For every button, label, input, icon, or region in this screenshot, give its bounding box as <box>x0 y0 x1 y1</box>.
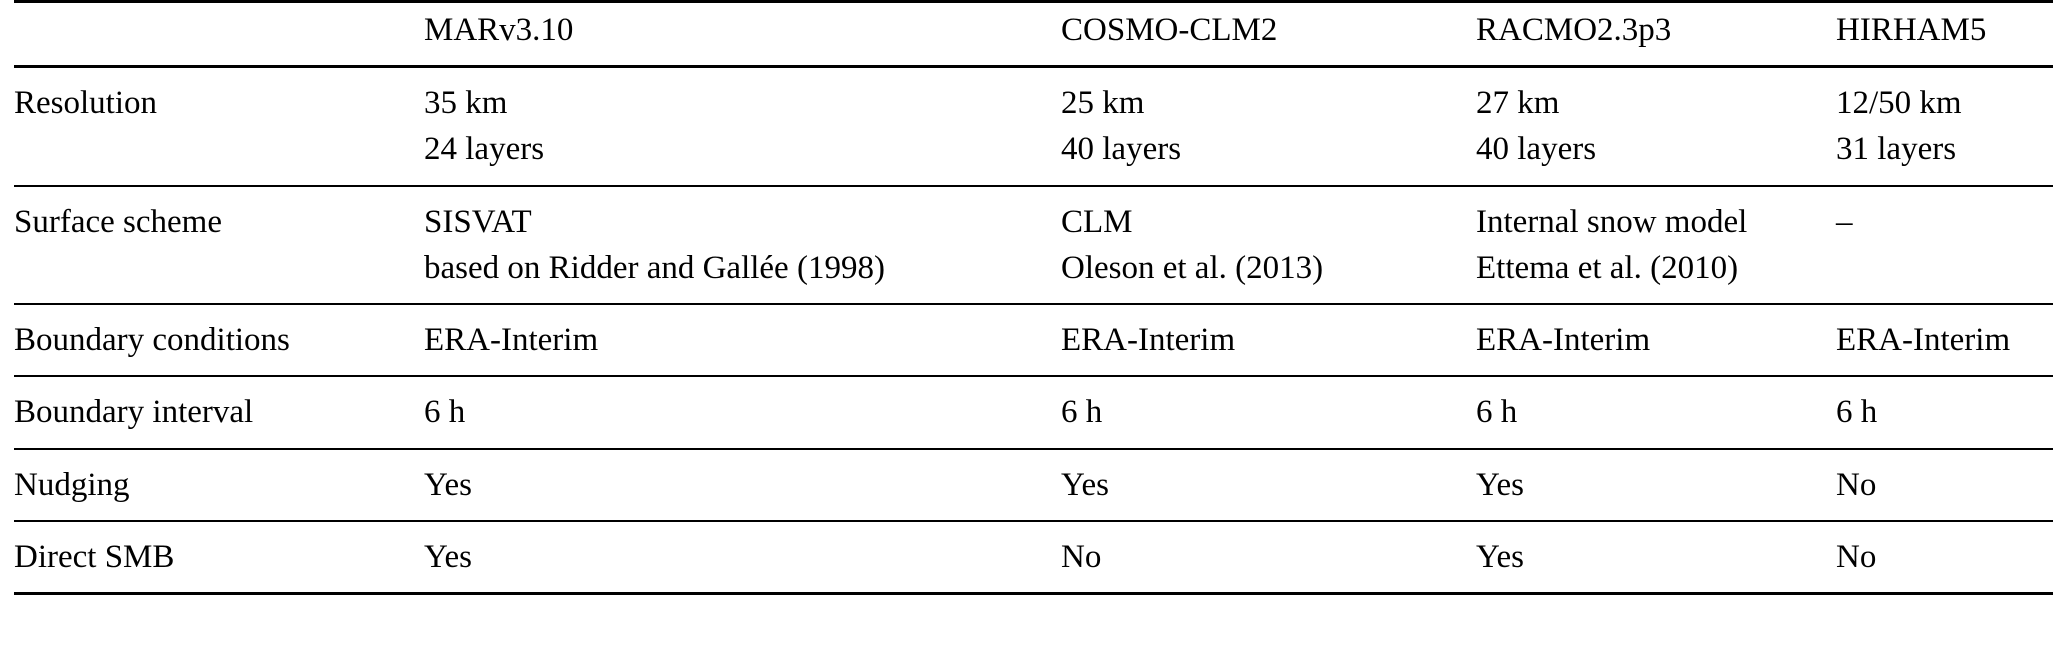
table-row <box>14 521 2053 594</box>
cell-line: 27 km <box>1476 85 1560 122</box>
cell-cosmo <box>1061 186 1476 304</box>
table-row <box>14 67 2053 186</box>
row-label <box>14 304 424 376</box>
row-label-text: Surface scheme <box>14 203 222 240</box>
row-label <box>14 449 424 521</box>
header-row <box>14 2 2053 67</box>
cell-line: Oleson et al. (2013) <box>1061 249 1324 286</box>
cell-line: ERA-Interim <box>424 322 599 359</box>
cell-line: Yes <box>424 466 473 503</box>
cell-line: ERA-Interim <box>1836 322 2011 359</box>
cell-cosmo <box>1061 521 1476 594</box>
row-label-text: Resolution <box>14 85 158 122</box>
cell-line: No <box>1836 466 1877 503</box>
row-label <box>14 521 424 594</box>
cell-line: 40 layers <box>1476 131 1597 168</box>
cell-mar <box>424 67 1061 186</box>
row-label-text: Boundary interval <box>14 394 254 431</box>
cell-line: Yes <box>1061 466 1110 503</box>
cell-line: Yes <box>1476 538 1525 575</box>
column-header-cosmo: COSMO-CLM2 <box>1061 2 1476 67</box>
row-label <box>14 186 424 304</box>
cell-mar <box>424 186 1061 304</box>
cell-cosmo <box>1061 304 1476 376</box>
table-header <box>14 2 2053 67</box>
cell-hirham <box>1836 449 2053 521</box>
cell-racmo <box>1476 67 1836 186</box>
row-label-text: Boundary conditions <box>14 322 290 359</box>
cell-hirham <box>1836 521 2053 594</box>
cell-line: 12/50 km <box>1836 85 1962 122</box>
column-header-hirham: HIRHAM5 <box>1836 2 2053 67</box>
row-label <box>14 67 424 186</box>
cell-racmo <box>1476 376 1836 448</box>
cell-line: Ettema et al. (2010) <box>1476 249 1739 286</box>
cell-line: 6 h <box>1836 394 1878 431</box>
cell-line: 24 layers <box>424 131 545 168</box>
cell-line: based on Ridder and Gallée (1998) <box>424 249 885 286</box>
cell-hirham <box>1836 304 2053 376</box>
row-label-text: Direct SMB <box>14 538 175 575</box>
cell-racmo <box>1476 186 1836 304</box>
cell-line: ERA-Interim <box>1476 322 1651 359</box>
column-header-mar: MARv3.10 <box>424 2 1061 67</box>
cell-cosmo <box>1061 67 1476 186</box>
cell-hirham <box>1836 67 2053 186</box>
cell-cosmo <box>1061 376 1476 448</box>
cell-line: No <box>1061 538 1102 575</box>
column-header-label <box>14 2 424 67</box>
cell-mar <box>424 304 1061 376</box>
cell-line: ERA-Interim <box>1061 322 1236 359</box>
cell-racmo <box>1476 521 1836 594</box>
table-row <box>14 376 2053 448</box>
cell-line: No <box>1836 538 1877 575</box>
column-header-racmo: RACMO2.3p3 <box>1476 2 1836 67</box>
cell-line: SISVAT <box>424 203 532 240</box>
cell-racmo <box>1476 304 1836 376</box>
cell-hirham <box>1836 376 2053 448</box>
cell-racmo <box>1476 449 1836 521</box>
table-row <box>14 186 2053 304</box>
cell-line: – <box>1836 203 1853 240</box>
cell-cosmo <box>1061 449 1476 521</box>
cell-line: 25 km <box>1061 85 1145 122</box>
cell-mar <box>424 449 1061 521</box>
cell-line: 6 h <box>1476 394 1518 431</box>
row-label <box>14 376 424 448</box>
cell-mar <box>424 376 1061 448</box>
cell-line: 31 layers <box>1836 131 1957 168</box>
cell-line: Yes <box>424 538 473 575</box>
model-comparison-table <box>14 0 2053 595</box>
cell-line: 35 km <box>424 85 508 122</box>
table-row <box>14 449 2053 521</box>
cell-line: Internal snow model <box>1476 203 1748 240</box>
cell-line: 40 layers <box>1061 131 1182 168</box>
cell-line: 6 h <box>424 394 466 431</box>
row-label-text: Nudging <box>14 466 130 503</box>
cell-hirham <box>1836 186 2053 304</box>
cell-mar <box>424 521 1061 594</box>
cell-line: 6 h <box>1061 394 1103 431</box>
table-row <box>14 304 2053 376</box>
cell-line: Yes <box>1476 466 1525 503</box>
cell-line: CLM <box>1061 203 1133 240</box>
table-body <box>14 67 2053 594</box>
